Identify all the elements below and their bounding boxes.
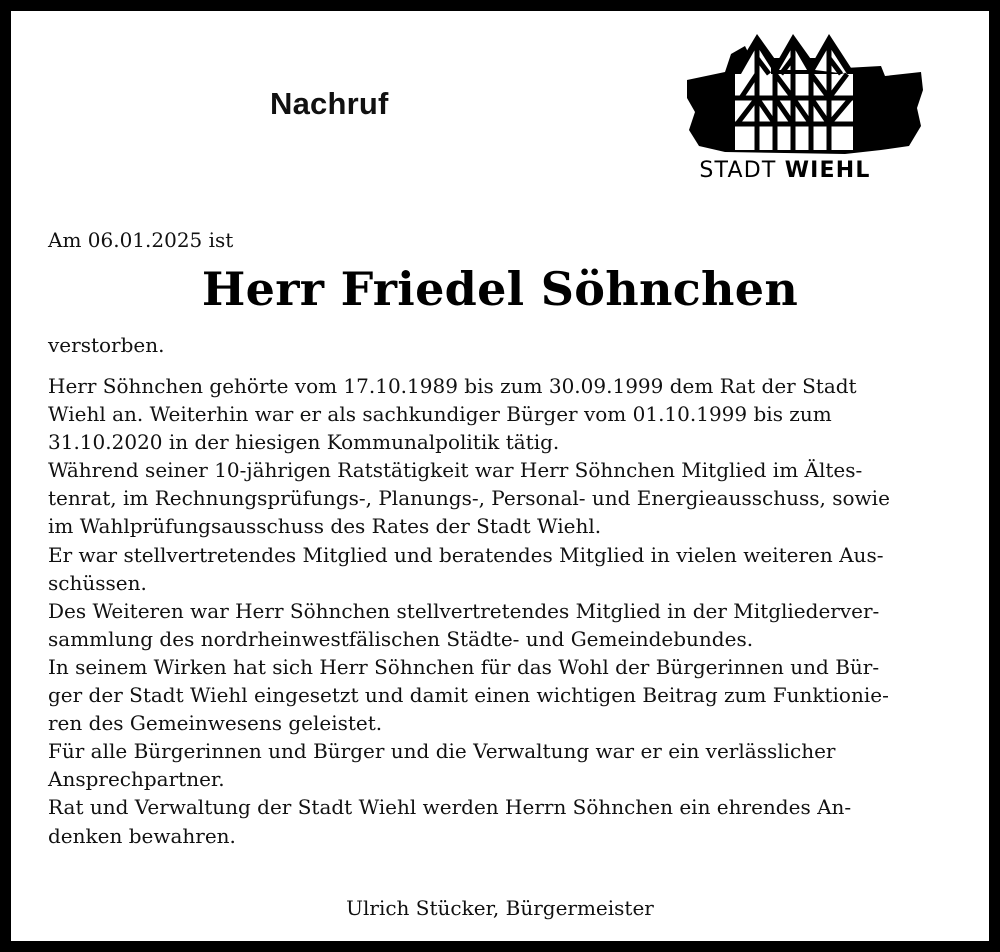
obituary-body [48, 372, 968, 850]
body-line: im Wahlprüfungsausschuss des Rates der Stadt Wiehl. [48, 514, 602, 539]
body-line: tenrat, im Rechnungsprüfungs-, Planungs-, Personal- und Energieausschuss, sowie [48, 486, 890, 511]
body-line: Wiehl an. Weiterhin war er als sachkundiger Bürger vom 01.10.1999 bis zum [48, 402, 832, 427]
deceased-name: Herr Friedel Söhnchen [201, 262, 799, 316]
logo-text-wiehl: WIEHL [784, 158, 871, 183]
body-line: Des Weiteren war Herr Söhnchen stellvertretendes Mitglied in der Mitgliederver- [48, 598, 880, 623]
stadt-wiehl-logo [685, 28, 925, 190]
body-line: Ansprechpartner. [48, 767, 225, 792]
logo-wordmark [685, 158, 885, 183]
body-line: Herr Söhnchen gehörte vom 17.10.1989 bis zum 30.09.1999 dem Rat der Stadt [48, 374, 857, 398]
body-line: Während seiner 10-jährigen Ratstätigkeit war Herr Söhnchen Mitglied im Ältes- [48, 458, 863, 483]
body-line: 31.10.2020 in der hiesigen Kommunalpolitik tätig. [48, 430, 560, 455]
logo-text-stadt: STADT [699, 158, 777, 183]
obituary-heading: Nachruf [270, 86, 389, 121]
half-timbered-house-icon [685, 28, 925, 158]
deceased-line: verstorben. [48, 333, 165, 357]
body-line: schüssen. [48, 570, 147, 595]
body-line: ger der Stadt Wiehl eingesetzt und damit einen wichtigen Beitrag zum Funktionie- [48, 683, 889, 708]
body-line: Für alle Bürgerinnen und Bürger und die Verwaltung war er ein verlässlicher [48, 739, 836, 764]
body-line: denken bewahren. [48, 823, 236, 848]
intro-line: Am 06.01.2025 ist [48, 228, 234, 252]
body-line: sammlung des nordrheinwestfälischen Städte- und Gemeindebundes. [48, 626, 754, 651]
signature: Ulrich Stücker, Bürgermeister [346, 896, 654, 920]
body-line: Er war stellvertretendes Mitglied und beratendes Mitglied in vielen weiteren Aus- [48, 542, 884, 567]
body-line: In seinem Wirken hat sich Herr Söhnchen für das Wohl der Bürgerinnen und Bür- [48, 654, 880, 679]
body-line: ren des Gemeinwesens geleistet. [48, 711, 383, 736]
body-line: Rat und Verwaltung der Stadt Wiehl werden Herrn Söhnchen ein ehrendes An- [48, 795, 852, 820]
